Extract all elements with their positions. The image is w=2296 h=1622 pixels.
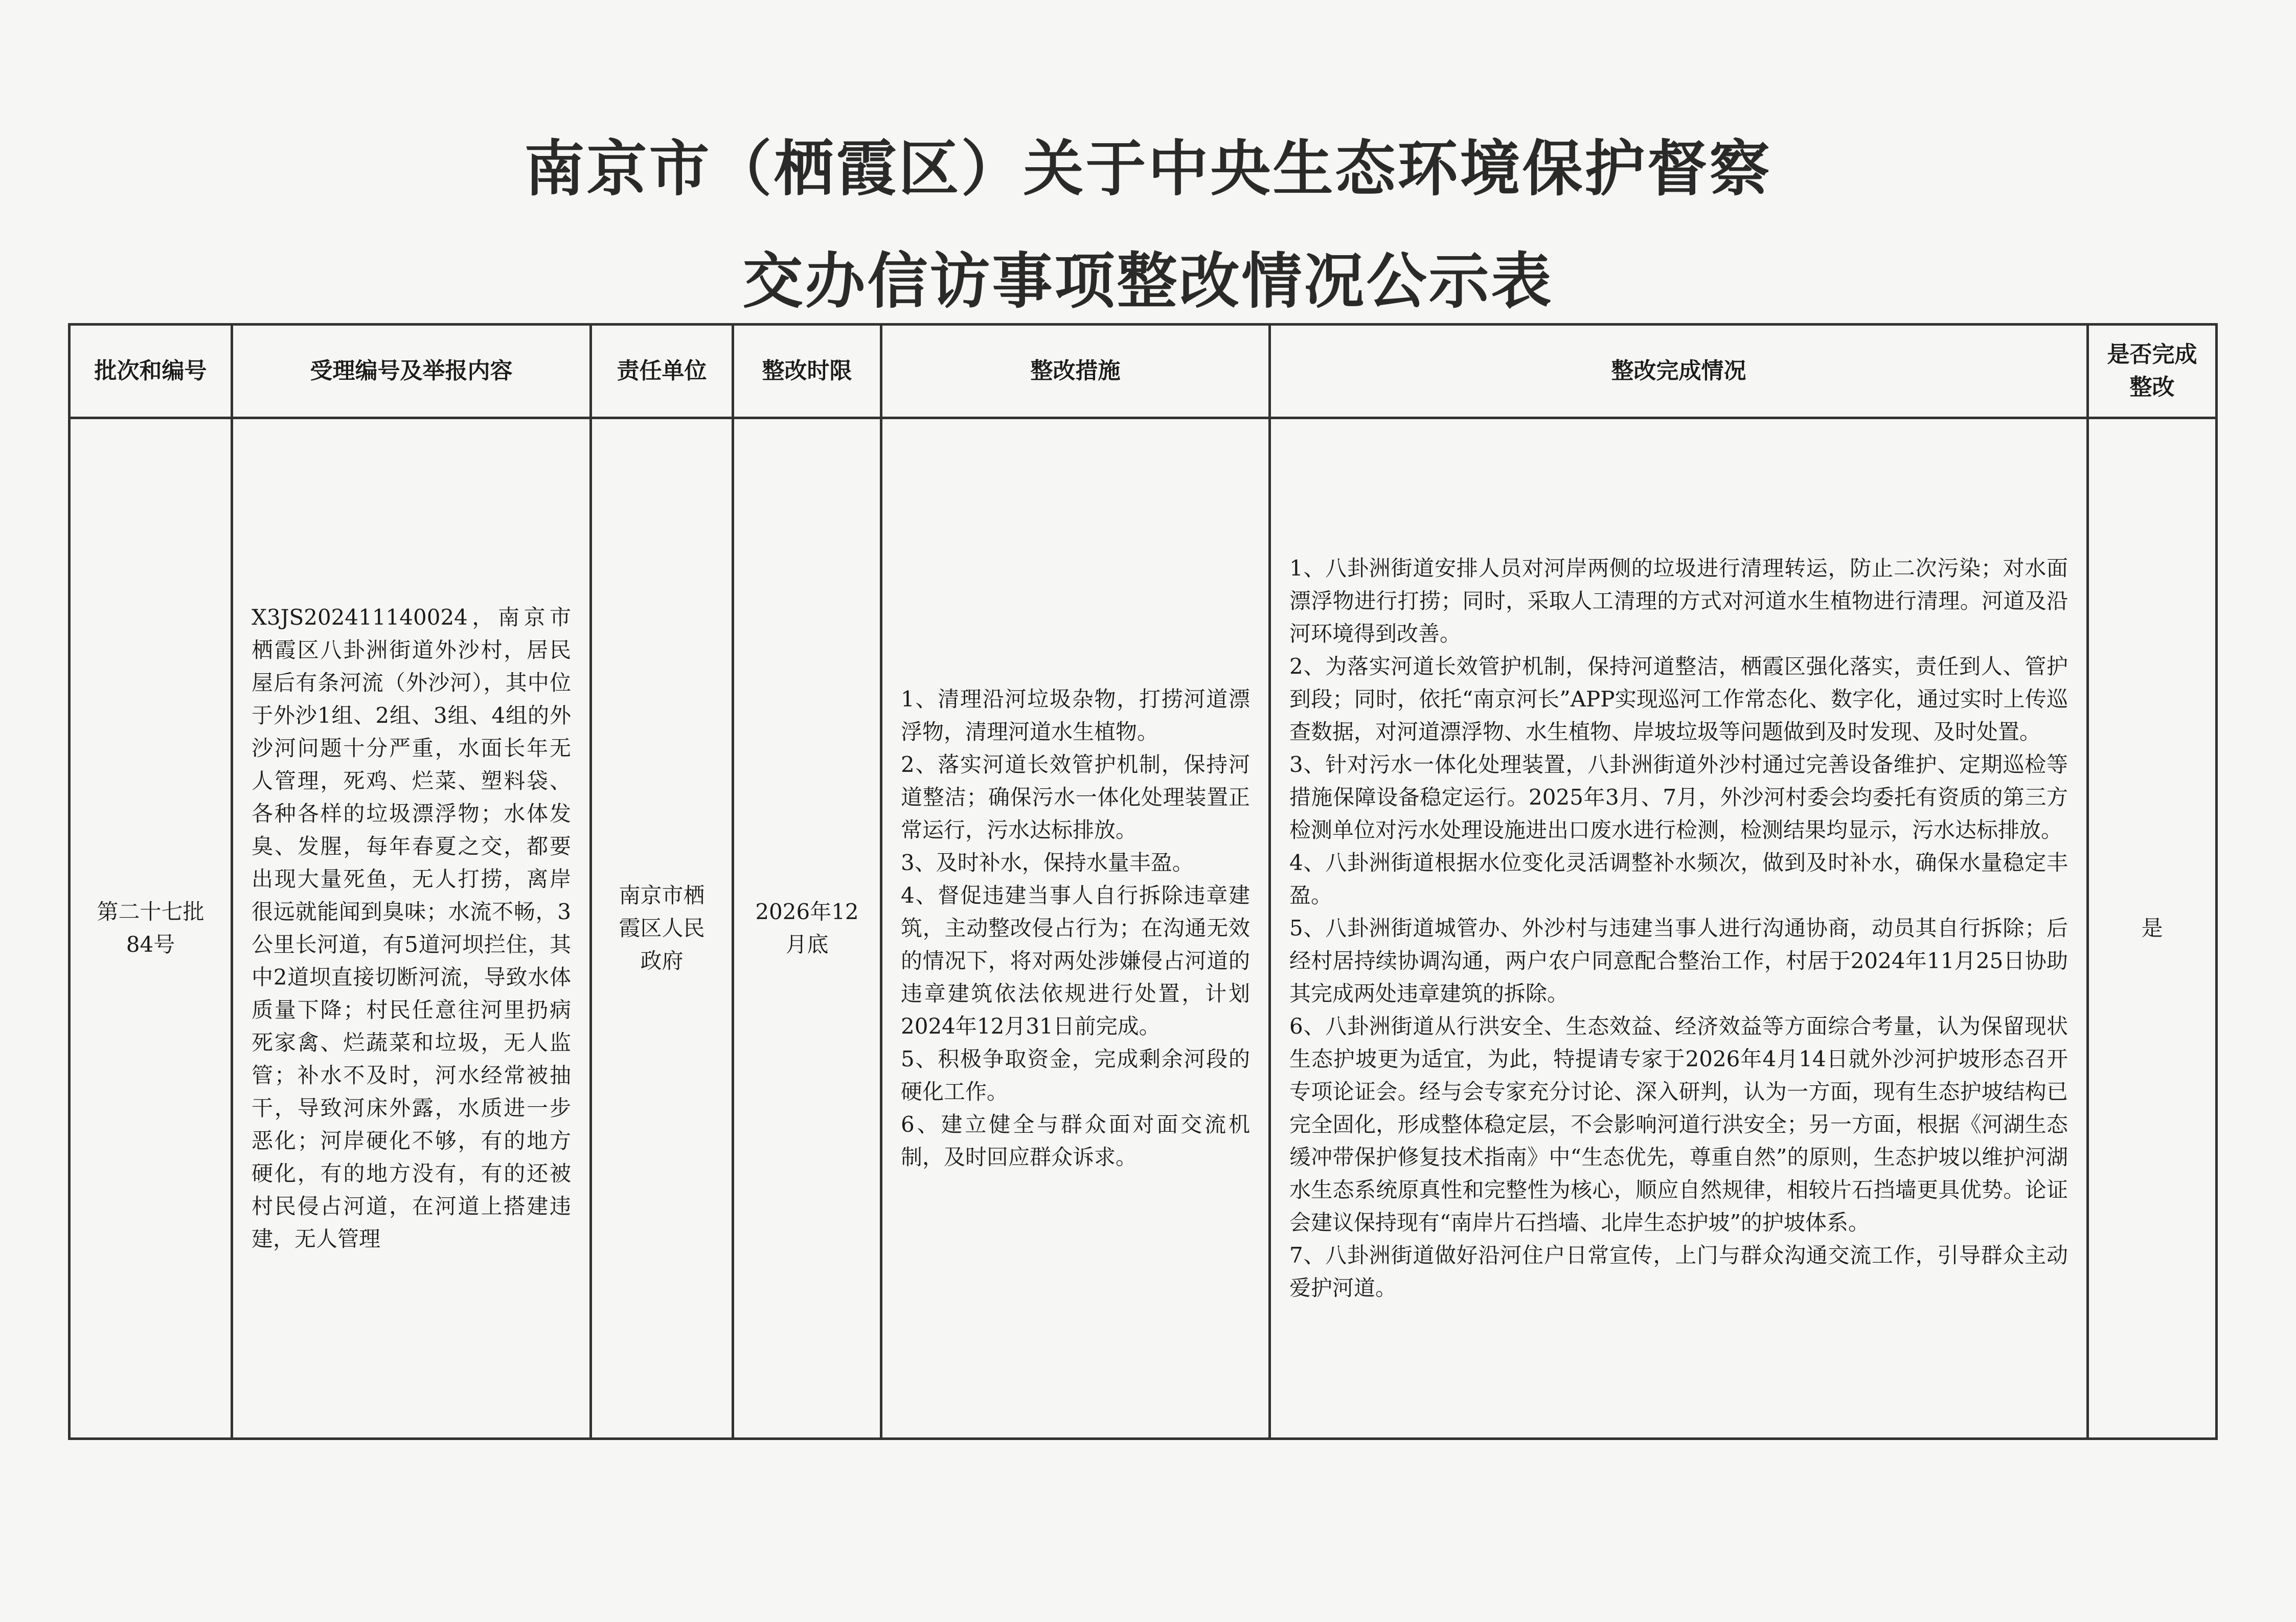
cell-completion: 1、八卦洲街道安排人员对河岸两侧的垃圾进行清理转运，防止二次污染；对水面漂浮物进行打捞；同时，采取人工清理的方式对河道水生植物进行清理。河道及沿河环境得到改善。 2、为落实河道长效管护机制，保持河道整洁，栖霞区强化落实，责任到人、管护到段；同时，依托“南京河长”APP实现巡河工作常态化、数字化，通过实时上传巡查数据，对河道漂浮物、水生植物、岸坡垃圾等问题做到及时发现、及时处置。 3、针对污水一体化处理装置，八卦洲街道外沙村通过完善设备维护、定期巡检等措施保障设备稳定运行。2025年3月、7月，外沙河村委会均委托有资质的第三方检测单位对污水处理设施进出口废水进行检测，检测结果均显示，污水达标排放。 4、八卦洲街道根据水位变化灵活调整补水频次，做到及时补水，确保水量稳定丰盈。 5、八卦洲街道城管办、外沙村与违建当事人进行沟通协商，动员其自行拆除；后经村居持续协调沟通，两户农户同意配合整治工作，村居于2024年11月25日协助其完成两处违章建筑的拆除。 6、八卦洲街道从行洪安全、生态效益、经济效益等方面综合考量，认为保留现状生态护坡更为适宜，为此，特提请专家于2026年4月14日就外沙河护坡形态召开专项论证会。经与会专家充分讨论、深入研判，认为一方面，现有生态护坡结构已完全固化，形成整体稳定层，不会影响河道行洪安全；另一方面，根据《河湖生态缓冲带保护修复技术指南》中“生态优先，尊重自然”的原则，生态护坡以维护河湖水生态系统原真性和完整性为核心，顺应自然规律，相较片石挡墙更具优势。论证会建议保持现有“南岸片石挡墙、北岸生态护坡”的护坡体系。 7、八卦洲街道做好沿河住户日常宣传，上门与群众沟通交流工作，引导群众主动爱护河道。 [1270,418,2088,1439]
header-deadline: 整改时限 [733,325,881,418]
cell-report: X3JS202411140024，南京市栖霞区八卦洲街道外沙村，居民屋后有条河流（外沙河），其中位于外沙1组、2组、3组、4组的外沙河问题十分严重，水面长年无人管理，死鸡、烂菜、塑料袋、各种各样的垃圾漂浮物；水体发臭、发腥，每年春夏之交，都要出现大量死鱼，无人打捞，离岸很远就能闻到臭味；水流不畅，3公里长河道，有5道河坝拦住，其中2道坝直接切断河流，导致水体质量下降；村民任意往河里扔病死家禽、烂蔬菜和垃圾，无人监管；补水不及时，河水经常被抽干，导致河床外露，水质进一步恶化；河岸硬化不够，有的地方硬化，有的地方没有，有的还被村民侵占河道，在河道上搭建违建，无人管理 [232,418,591,1439]
header-measures: 整改措施 [881,325,1270,418]
header-report: 受理编号及举报内容 [232,325,591,418]
header-unit: 责任单位 [591,325,733,418]
table-header-row [70,325,2217,418]
cell-measures: 1、清理沿河垃圾杂物，打捞河道漂浮物，清理河道水生植物。 2、落实河道长效管护机制，保持河道整洁；确保污水一体化处理装置正常运行，污水达标排放。 3、及时补水，保持水量丰盈。 4、督促违建当事人自行拆除违章建筑，主动整改侵占行为；在沟通无效的情况下，将对两处涉嫌侵占河道的违章建筑依法依规进行处置，计划2024年12月31日前完成。 5、积极争取资金，完成剩余河段的硬化工作。 6、建立健全与群众面对面交流机制，及时回应群众诉求。 [881,418,1270,1439]
table-row [70,418,2217,1439]
header-batch: 批次和编号 [70,325,232,418]
cell-batch: 第二十七批84号 [70,418,232,1439]
header-completed: 是否完成整改 [2088,325,2217,418]
cell-completed: 是 [2088,418,2217,1439]
page-title-line1: 南京市（栖霞区）关于中央生态环境保护督察 [524,133,1772,204]
header-completion: 整改完成情况 [1270,325,2088,418]
cell-unit: 南京市栖霞区人民政府 [591,418,733,1439]
rectification-table [68,323,2218,1440]
cell-deadline: 2026年12月底 [733,418,881,1439]
page-title-line2: 交办信访事项整改情况公示表 [742,246,1554,316]
